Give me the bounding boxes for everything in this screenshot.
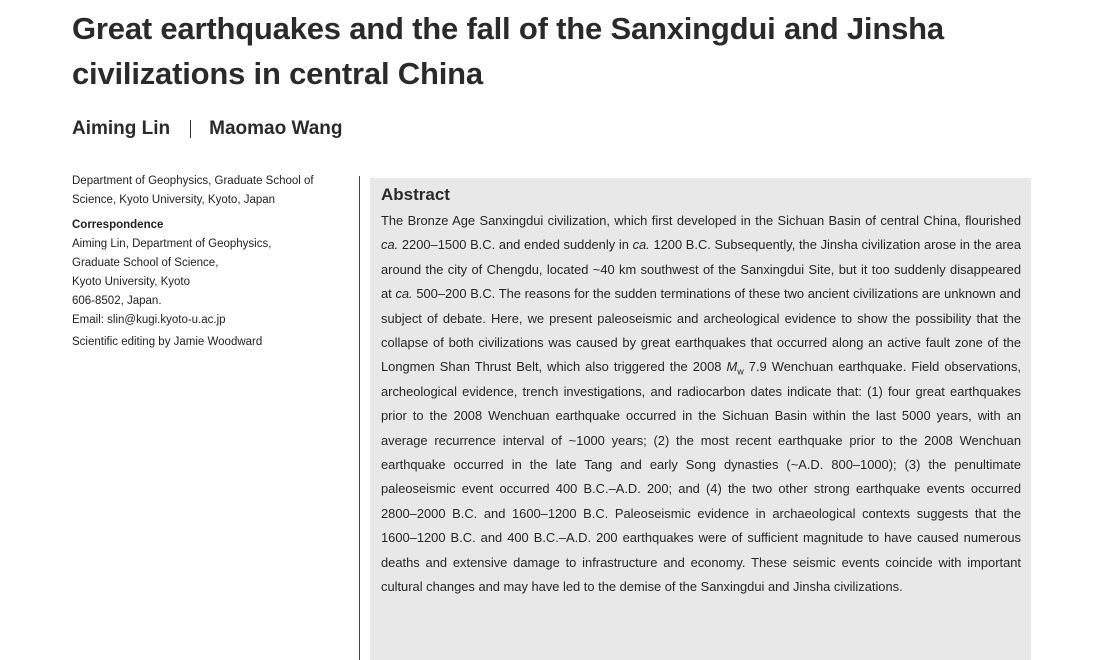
correspondence-heading: Correspondence: [72, 219, 164, 231]
correspondence-line: Aiming Lin, Department of Geophysics,: [72, 238, 272, 250]
author-separator: [190, 120, 191, 138]
article-sidebar: [72, 172, 357, 352]
abstract-panel: [370, 178, 1031, 660]
column-divider: [359, 176, 360, 660]
correspondence-line: 606-8502, Japan.: [72, 295, 162, 307]
author-name: Aiming Lin: [72, 118, 171, 139]
abstract-heading: Abstract: [381, 185, 450, 204]
correspondence-line: Graduate School of Science,: [72, 257, 219, 269]
paper-title: Great earthquakes and the fall of the Sanxingdui and Jinsha civilizations in central China: [72, 11, 944, 91]
correspondence-email: Email: slin@kugi.kyoto-u.ac.jp: [72, 314, 226, 326]
affiliation: Department of Geophysics, Graduate School of Science, Kyoto University, Kyoto, Japan: [72, 175, 314, 206]
author-name: Maomao Wang: [209, 118, 343, 139]
editing-credit: Scientific editing by Jamie Woodward: [72, 336, 263, 348]
author-list: [72, 118, 343, 140]
correspondence-line: Kyoto University, Kyoto: [72, 276, 191, 288]
abstract-text: The Bronze Age Sanxingdui civilization, which first developed in the Sichuan Basin of central China, flourished ca. 2200–1500 B.C. and ended suddenly in ca. 1200 B.C. Subsequently, the Jinsha civilization arose in the area around the city of Chengdu, located ~40 km southwest of the Sanxingdui Site, but it too suddenly disappeared at ca. 500–200 B.C. The reasons for the sudden terminations of these two ancient civilizations are unknown and subject of debate. Here, we present paleoseismic and archeological evidence to show the possibility that the collapse of both civilizations was caused by great earthquakes that occurred along an active fault zone of the Longmen Shan Thrust Belt, which also triggered the 2008 $M_w$ 7.9 Wenchuan earthquake. Field observations, archeological evidence, trench investigations, and radiocarbon dates indicate that: (1) four great earthquakes prior to the 2008 Wenchuan earthquake occurred in the Sichuan Basin within the last 5000 years, with an average recurrence interval of ~1000 years; (2) the most recent earthquake prior to the 2008 Wenchuan earthquake occurred in the late Tang and early Song dynasties (~A.D. 800–1000); (3) the penultimate paleoseismic event occurred 400 B.C.–A.D. 200; and (4) the two other strong earthquake events occurred 2800–2000 B.C. and 1600–1200 B.C. Paleoseismic evidence in archaeological contexts suggests that the 1600–1200 B.C. and 400 B.C.–A.D. 200 earthquakes were of sufficient magnitude to have caused numerous deaths and extensive damage to infrastructure and economy. These seismic events coincide with important cultural changes and may have led to the demise of the Sanxingdui and Jinsha civilizations.: [381, 213, 1021, 595]
